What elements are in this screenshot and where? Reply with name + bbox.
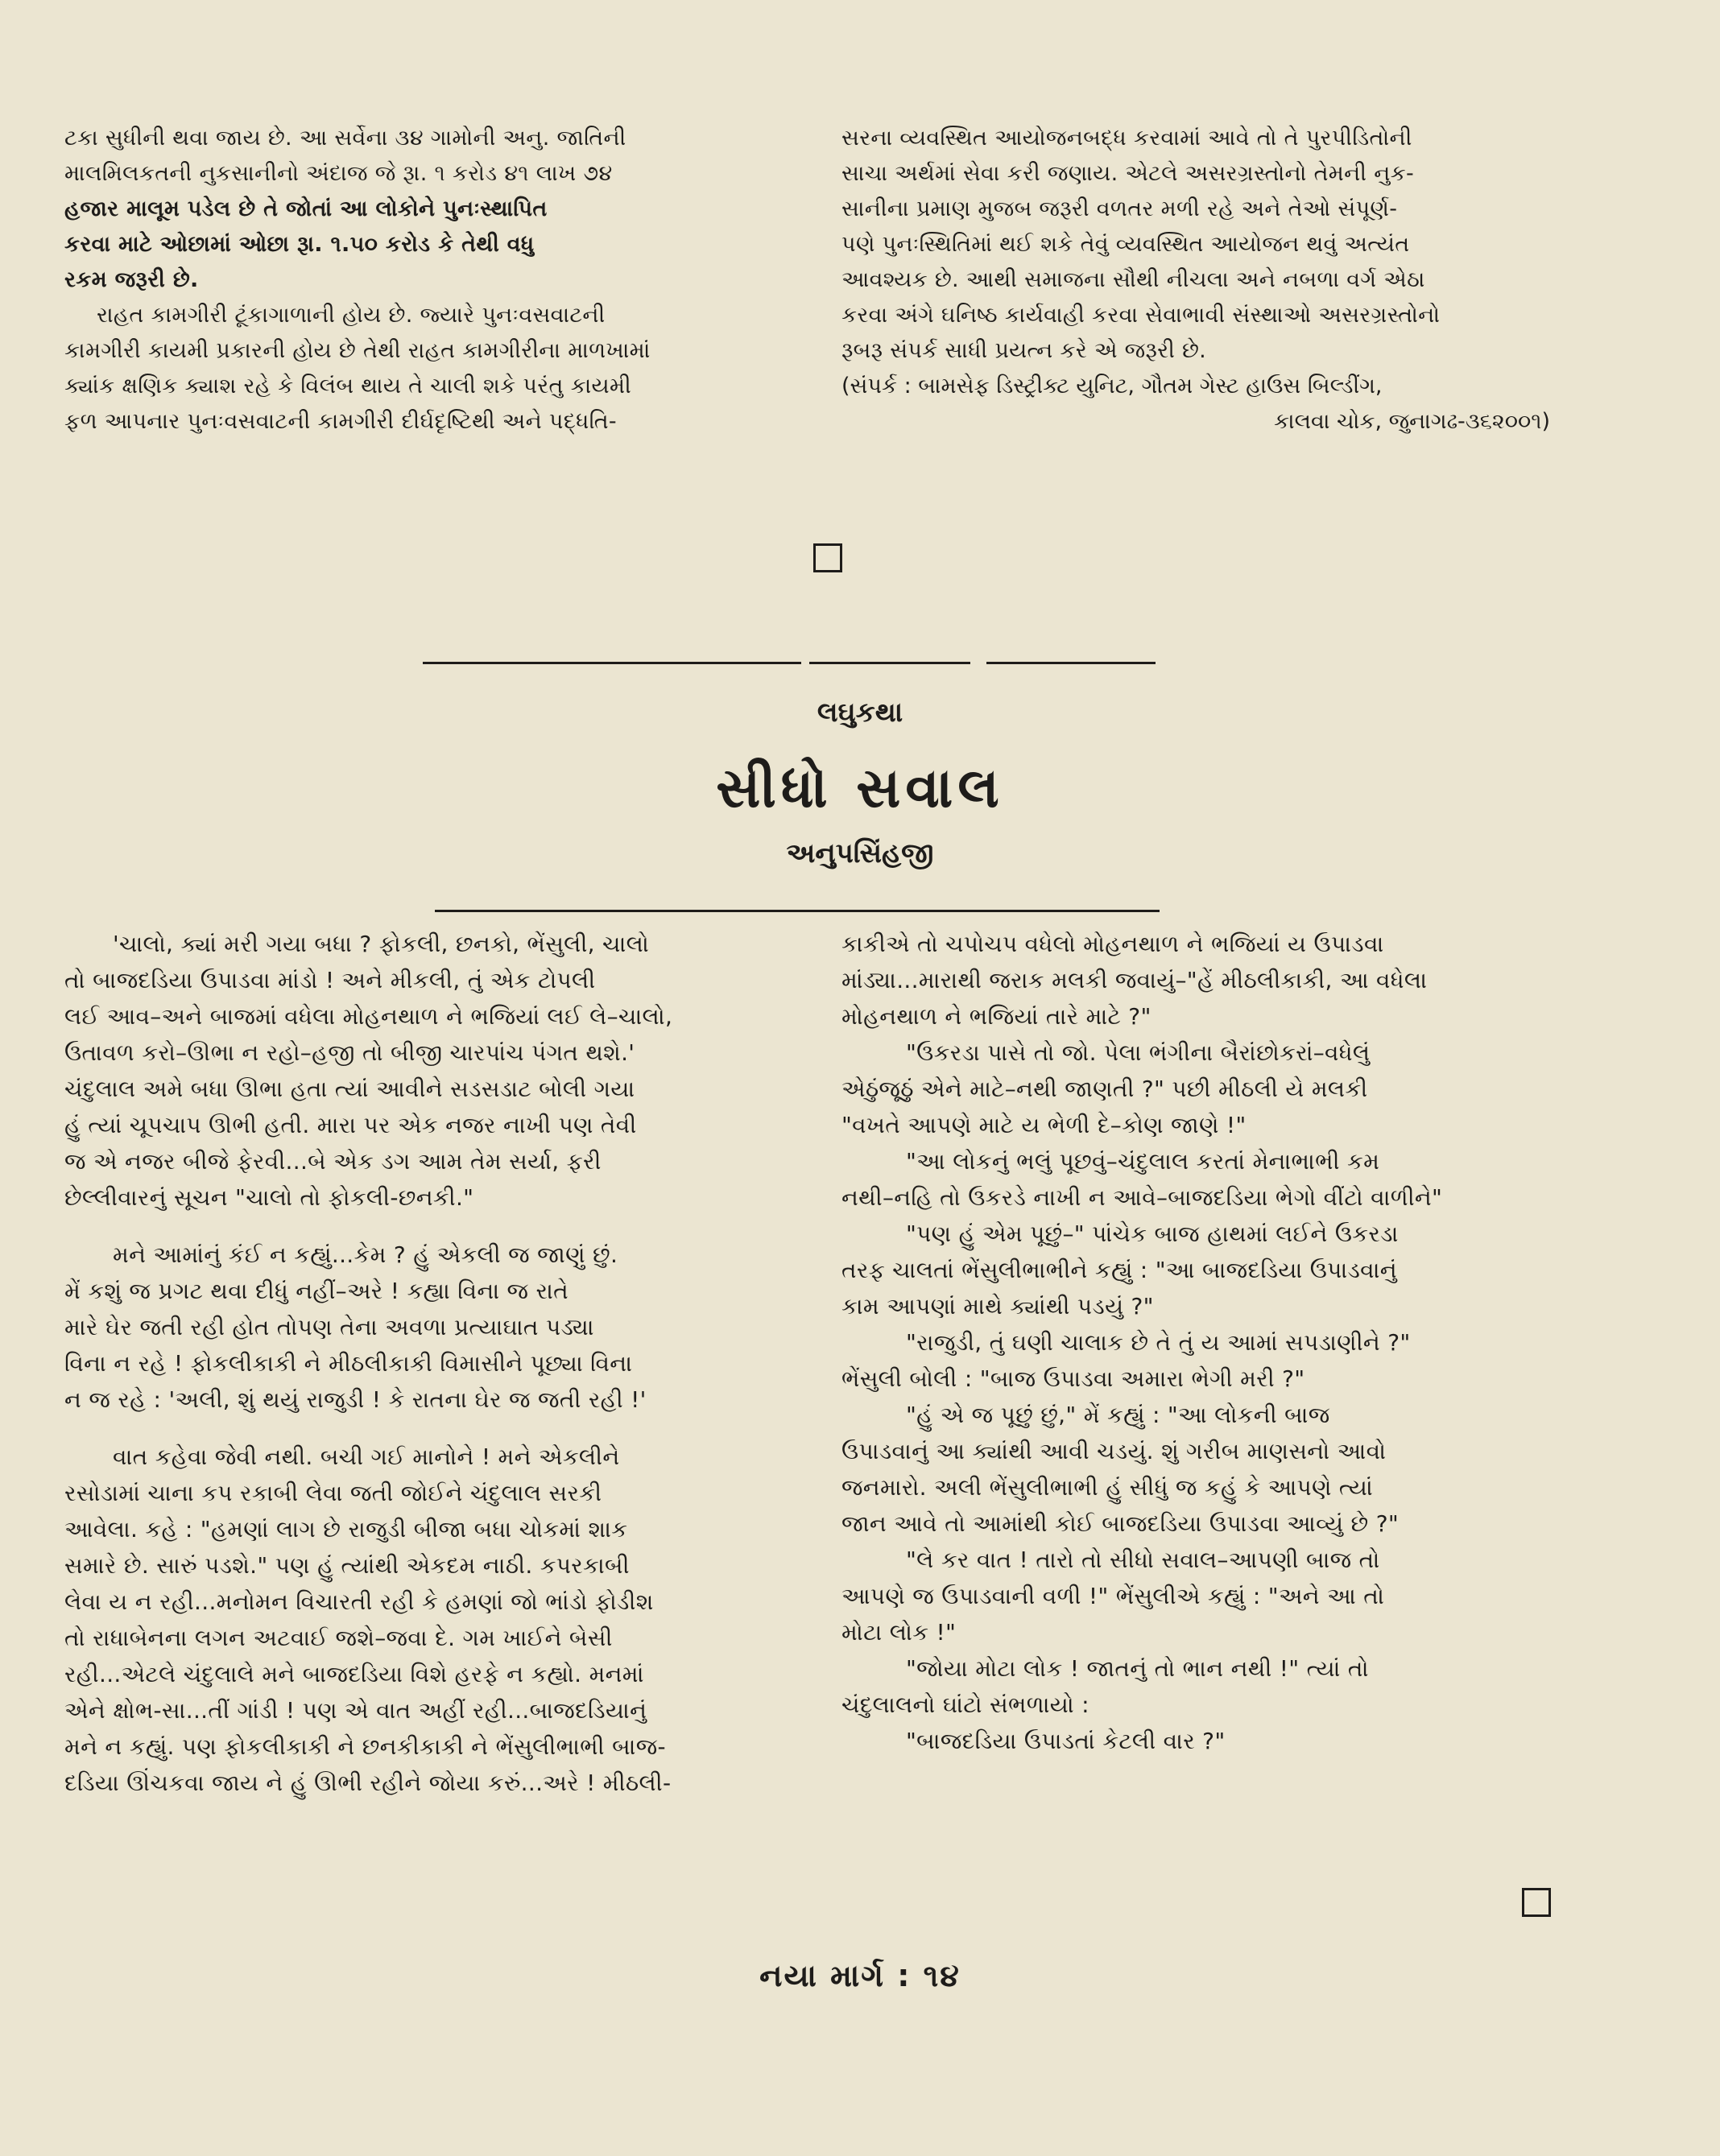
divider-rule — [423, 662, 801, 664]
text-line: લઈ આવ–અને બાજમાં વધેલા મોહનથાળ ને ભજિયાં લઈ લે–ચાલો, — [64, 1003, 673, 1030]
text-line: આપણે જ ઉપાડવાની વળી !" ભેંસુલીએ કહ્યું : "અને આ તો — [841, 1583, 1385, 1609]
text-line: ઉતાવળ કરો–ઊભા ન રહો–હજી તો બીજી ચારપાંચ પંગત થશે.' — [64, 1039, 635, 1066]
text-line: સરના વ્યવસ્થિત આયોજનબદ્ધ કરવામાં આવે તો તે પુરપીડિતોની — [841, 126, 1412, 151]
text-line: કાકીએ તો ચપોચપ વધેલો મોહનથાળ ને ભજિયાં ય ઉપાડવા — [841, 931, 1384, 957]
text-line: "પણ હું એમ પૂછું–" પાંચેક બાજ હાથમાં લઈને ઉકરડા — [906, 1220, 1399, 1247]
text-line: મોટા લોક !" — [841, 1619, 957, 1646]
text-line: વિના ન રહે ! ફોકલીકાકી ને મીઠલીકાકી વિમાસીને પૂછ્યા વિના — [64, 1350, 633, 1377]
text-line: રાહત કામગીરી ટૂંકાગાળાની હોય છે. જ્યારે પુનઃવસવાટની — [97, 303, 606, 328]
text-line: ચંદુલાલનો ઘાંટો સંભળાયો : — [841, 1691, 1089, 1718]
text-line: ઉપાડવાનું આ ક્યાંથી આવી ચડયું. શું ગરીબ માણસનો આવો — [841, 1438, 1387, 1464]
text-line: તો રાધાબેનના લગન અટવાઈ જશે–જવા દે. ગમ ખાઈને બેસી — [64, 1625, 613, 1651]
text-line: સમારે છે. સારું પડશે." પણ હું ત્યાંથી એકદમ નાઠી. કપરકાબી — [64, 1552, 630, 1579]
end-mark-icon — [813, 543, 842, 572]
text-line: સાચા અર્થમાં સેવા કરી જણાય. એટલે અસરગ્રસ્તોનો તેમની નુક- — [841, 161, 1415, 186]
text-line: હજાર માલૂમ પડેલ છે તે જોતાં આ લોકોને પુનઃસ્થાપિત — [64, 196, 548, 221]
text-line: મેં કશું જ પ્રગટ થવા દીધું નહીં–અરે ! કહ્યા વિના જ રાતે — [64, 1278, 569, 1304]
paragraph-gap — [64, 1216, 773, 1237]
story-author: અનુપસિંહજી — [786, 837, 934, 869]
contact-address: (સંપર્ક : બામસેફ ડિસ્ટ્રીક્ટ યુનિટ, ગૌતમ ગેસ્ટ હાઉસ બિલ્ડીંગ, — [841, 374, 1383, 399]
paragraph-gap — [64, 1418, 773, 1439]
text-line: "લે કર વાત ! તારો તો સીધો સવાલ–આપણી બાજ તો — [906, 1547, 1380, 1573]
text-line: ન જ રહે : 'અલી, શું થયું રાજુડી ! કે રાતના ઘેર જ જતી રહી !' — [64, 1386, 647, 1413]
text-line: તરફ ચાલતાં ભેંસુલીભાભીને કહ્યું : "આ બાજદડિયા ઉપાડવાનું — [841, 1257, 1397, 1283]
divider-rule — [809, 662, 970, 664]
text-line: રસોડામાં ચાના કપ રકાબી લેવા જતી જોઈને ચંદુલાલ સરકી — [64, 1480, 602, 1506]
text-line: કરવા અંગે ઘનિષ્ઠ કાર્યવાહી કરવા સેવાભાવી સંસ્થાઓ અસરગ્રસ્તોનો — [841, 303, 1441, 328]
text-line: રૂબરૂ સંપર્ક સાધી પ્રયત્ન કરે એ જરૂરી છે. — [841, 338, 1207, 363]
text-line: "બાજદડિયા ઉપાડતાં કેટલી વાર ?" — [906, 1728, 1226, 1754]
text-line: જનમારો. અલી ભેંસુલીભાભી હું સીધું જ કહું કે આપણે ત્યાં — [841, 1474, 1374, 1501]
text-line: એઠુંજૂઠું એને માટે–નથી જાણતી ?" પછી મીઠલી યે મલકી — [841, 1076, 1368, 1102]
text-line: માલમિલકતની નુકસાનીનો અંદાજ જે રૂા. ૧ કરોડ ૪૧ લાખ ૭૪ — [64, 161, 613, 186]
text-line: તો બાજદડિયા ઉપાડવા માંડો ! અને મીકલી, તું એક ટોપલી — [64, 967, 596, 993]
text-line: "ઉકરડા પાસે તો જો. પેલા ભંગીના બૈરાંછોકરાં–વધેલું — [906, 1039, 1371, 1066]
end-mark-icon — [1522, 1888, 1551, 1917]
text-line: વાત કહેવા જેવી નથી. બચી ગઈ માનોને ! મને એકલીને — [113, 1444, 620, 1470]
text-line: નથી–નહિ તો ઉકરડે નાખી ન આવે–બાજદડિયા ભેગો વીંટો વાળીને" — [841, 1184, 1443, 1211]
text-line: ક્યાંક ક્ષણિક ક્યાશ રહે કે વિલંબ થાય તે ચાલી શકે પરંતુ કાયમી — [64, 374, 632, 399]
text-line: કામગીરી કાયમી પ્રકારની હોય છે તેથી રાહત કામગીરીના માળખામાં — [64, 338, 651, 363]
text-line: મને આમાંનું કંઈ ન કહ્યું...કેમ ? હું એકલી જ જાણું છું. — [113, 1241, 618, 1268]
story-column-left — [64, 926, 773, 1801]
text-line: એને ક્ષોભ-સા...તીં ગાંડી ! પણ એ વાત અહીં રહી...બાજદડિયાનું — [64, 1697, 647, 1724]
text-line: 'ચાલો, ક્યાં મરી ગયા બધા ? ફોકલી, છનકો, ભેંસુલી, ચાલો — [113, 931, 650, 957]
divider-rule — [435, 910, 1160, 912]
text-line: કરવા માટે ઓછામાં ઓછા રૂા. ૧.૫૦ કરોડ કે તેથી વધુ — [64, 232, 535, 257]
text-line: "જોયા મોટા લોક ! જાતનું તો ભાન નથી !" ત્યાં તો — [906, 1655, 1369, 1682]
section-label: લઘુકથા — [817, 696, 903, 729]
text-line: "હું એ જ પૂછું છું," મેં કહ્યું : "આ લોકની બાજ — [906, 1402, 1330, 1428]
text-line: મોહનથાળ ને ભજિયાં તારે માટે ?" — [841, 1003, 1151, 1030]
text-line: આવેલા. કહે : "હમણાં લાગ છે રાજુડી બીજા બધા ચોકમાં શાક — [64, 1516, 628, 1543]
text-line: કામ આપણાં માથે ક્યાંથી પડયું ?" — [841, 1293, 1154, 1320]
text-line: ફળ આપનાર પુનઃવસવાટની કામગીરી દીર્ઘદૃષ્ટિથી અને પદ્ધતિ- — [64, 409, 617, 434]
text-line: છેલ્લીવારનું સૂચન "ચાલો તો ફોકલી-છનકી." — [64, 1184, 474, 1211]
text-line: માંડ્યા...મારાથી જરાક મલકી જવાયું–"હેં મીઠલીકાકી, આ વધેલા — [841, 967, 1428, 993]
text-line: રકમ જરૂરી છે. — [64, 267, 199, 292]
text-line: રહી...એટલે ચંદુલાલે મને બાજદડિયા વિશે હરફે ન કહ્યો. મનમાં — [64, 1661, 644, 1687]
text-line: દડિયા ઊંચકવા જાય ને હું ઊભી રહીને જોયા કરું...અરે ! મીઠલી- — [64, 1770, 672, 1796]
text-line: હું ત્યાં ચૂપચાપ ઊભી હતી. મારા પર એક નજર નાખી પણ તેવી — [64, 1112, 637, 1138]
text-line: જાન આવે તો આમાંથી કોઈ બાજદડિયા ઉપાડવા આવ્યું છે ?" — [841, 1510, 1400, 1537]
text-line: આવશ્યક છે. આથી સમાજના સૌથી નીચલા અને નબળા વર્ગ એઠા — [841, 267, 1425, 292]
text-line: લેવા ય ન રહી...મનોમન વિચારતી રહી કે હમણાં જો ભાંડો ફોડીશ — [64, 1588, 654, 1615]
story-column-right — [841, 926, 1550, 1759]
text-line: "આ લોકનું ભલું પૂછવું–ચંદુલાલ કરતાં મેનાભાભી કમ — [906, 1148, 1380, 1175]
text-line: "વખતે આપણે માટે ય ભેળી દે–કોણ જાણે !" — [841, 1112, 1247, 1138]
text-line: "રાજુડી, તું ઘણી ચાલાક છે તે તું ય આમાં સપડાણીને ?" — [906, 1329, 1411, 1356]
article-continuation-left — [64, 121, 773, 440]
contact-address-city: કાલવા ચોક, જુનાગઢ-૩૬૨૦૦૧) — [1273, 409, 1550, 434]
text-line: સાનીના પ્રમાણ મુજબ જરૂરી વળતર મળી રહે અને તેઓ સંપૂર્ણ- — [841, 196, 1398, 221]
text-line: પણે પુનઃસ્થિતિમાં થઈ શકે તેવું વ્યવસ્થિત આયોજન થવું અત્યંત — [841, 232, 1410, 257]
text-line: ભેંસુલી બોલી : "બાજ ઉપાડવા અમારા ભેગી મરી ?" — [841, 1365, 1305, 1392]
text-line: જ એ નજર બીજે ફેરવી...બે એક ડગ આમ તેમ સર્યા, ફરી — [64, 1148, 602, 1175]
article-continuation-right — [841, 121, 1550, 440]
divider-rule — [986, 662, 1156, 664]
text-line: ચંદુલાલ અમે બધા ઊભા હતા ત્યાં આવીને સડસડાટ બોલી ગયા — [64, 1076, 635, 1102]
text-line: મારે ઘેર જતી રહી હોત તોપણ તેના અવળા પ્રત્યાઘાત પડ્યા — [64, 1314, 594, 1340]
text-line: ટકા સુધીની થવા જાય છે. આ સર્વેના ૩૪ ગામોની અનુ. જાતિની — [64, 126, 626, 151]
page-footer: નયા માર્ગ : ૧૪ — [759, 1958, 961, 1993]
text-line: મને ન કહ્યું. પણ ફોકલીકાકી ને છનકીકાકી ને ભેંસુલીભાભી બાજ- — [64, 1733, 666, 1760]
story-title: સીધો સવાલ — [716, 757, 1004, 820]
